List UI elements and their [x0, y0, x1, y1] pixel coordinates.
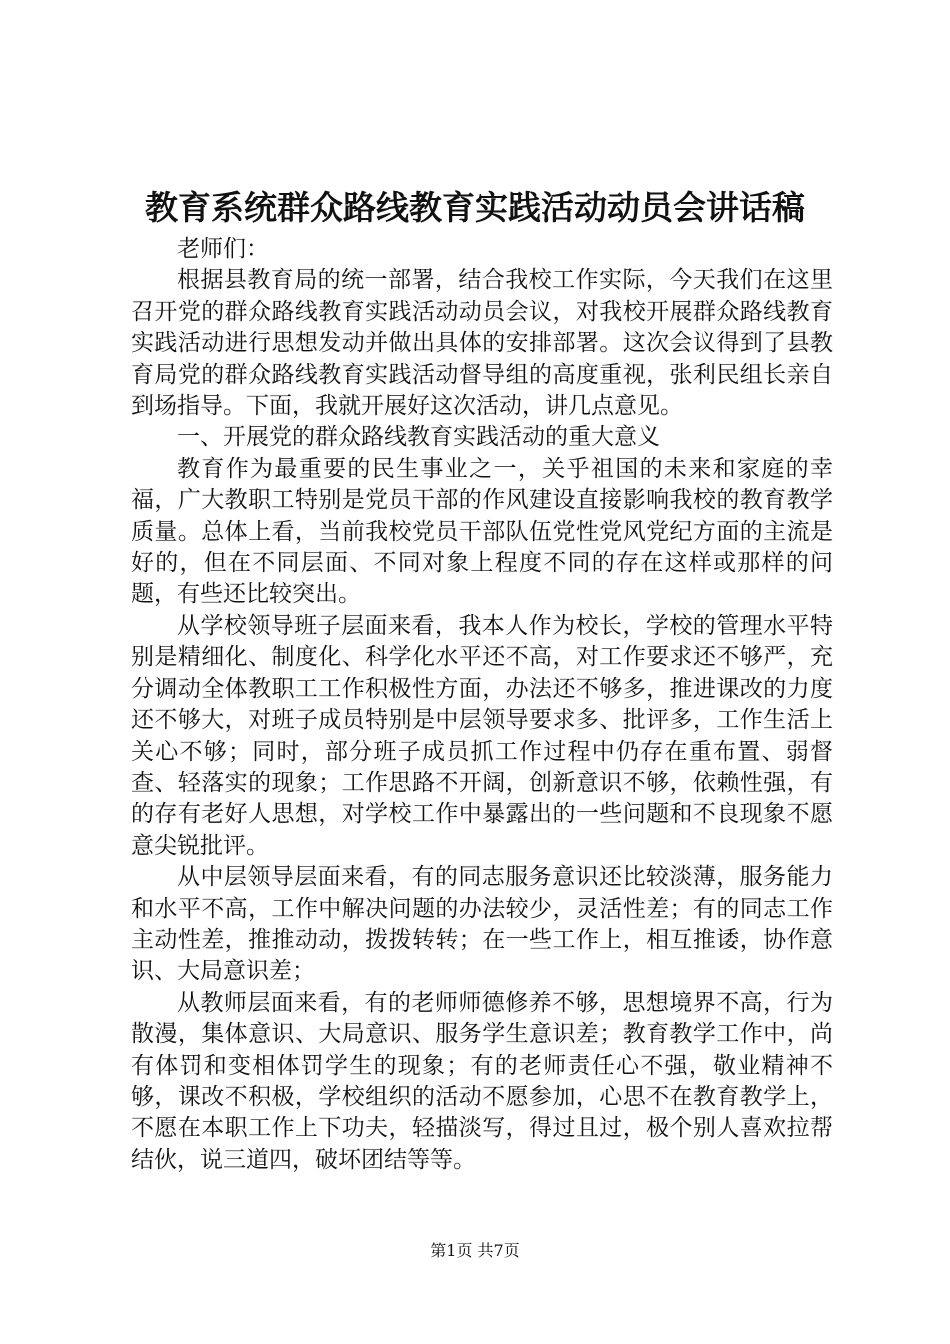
paragraph-middle-management: 从中层领导层面来看，有的同志服务意识还比较淡薄，服务能力和水平不高，工作中解决问题的办法较少，灵活性差；有的同志工作主动性差，推推动动，拨拨转转；在一些工作上，相互推诿，协作意识、大局意识差； — [131, 864, 833, 985]
paragraph-intro: 根据县教育局的统一部署，结合我校工作实际，今天我们在这里召开党的群众路线教育实践活动动员会议，对我校开展群众路线教育实践活动进行思想发动并做出具体的安排部署。这次会议得到了县教育局党的群众路线教育实践活动督导组的高度重视，张利民组长亲自到场指导。下面，我就开展好这次活动，讲几点意见。 — [131, 267, 833, 420]
salutation: 老师们： — [177, 236, 269, 262]
document-body — [131, 234, 833, 1176]
section-heading-1: 一、开展党的群众路线教育实践活动的重大意义 — [177, 424, 660, 451]
document-title: 教育系统群众路线教育实践活动动员会讲话稿 — [145, 188, 805, 227]
paragraph-teachers: 从教师层面来看，有的老师师德修养不够，思想境界不高，行为散漫，集体意识、大局意识、服务学生意识差；教育教学工作中，尚有体罚和变相体罚学生的现象；有的老师责任心不强，敬业精神不够，课改不积极，学校组织的活动不愿参加，心思不在教育教学上，不愿在本职工作上下功夫，轻描淡写，得过且过，极个别人喜欢拉帮结伙，说三道四，破坏团结等等。 — [131, 989, 833, 1173]
page-number: 第1页 共7页 — [430, 1241, 520, 1260]
paragraph-overview: 教育作为最重要的民生事业之一，关乎祖国的未来和家庭的幸福，广大教职工特别是党员干部的作风建设直接影响我校的教育教学质量。总体上看，当前我校党员干部队伍党性党风党纪方面的主流是好的，但在不同层面、不同对象上程度不同的存在这样或那样的问题，有些还比较突出。 — [131, 455, 833, 608]
paragraph-leadership: 从学校领导班子层面来看，我本人作为校长，学校的管理水平特别是精细化、制度化、科学化水平还不高，对工作要求还不够严，充分调动全体教职工工作积极性方面，办法还不够多，推进课改的力度还不够大，对班子成员特别是中层领导要求多、批评多，工作生活上关心不够；同时，部分班子成员抓工作过程中仍存在重布置、弱督查、轻落实的现象；工作思路不开阔，创新意识不够，依赖性强，有的存有老好人思想，对学校工作中暴露出的一些问题和不良现象不愿意尖锐批评。 — [131, 612, 833, 859]
